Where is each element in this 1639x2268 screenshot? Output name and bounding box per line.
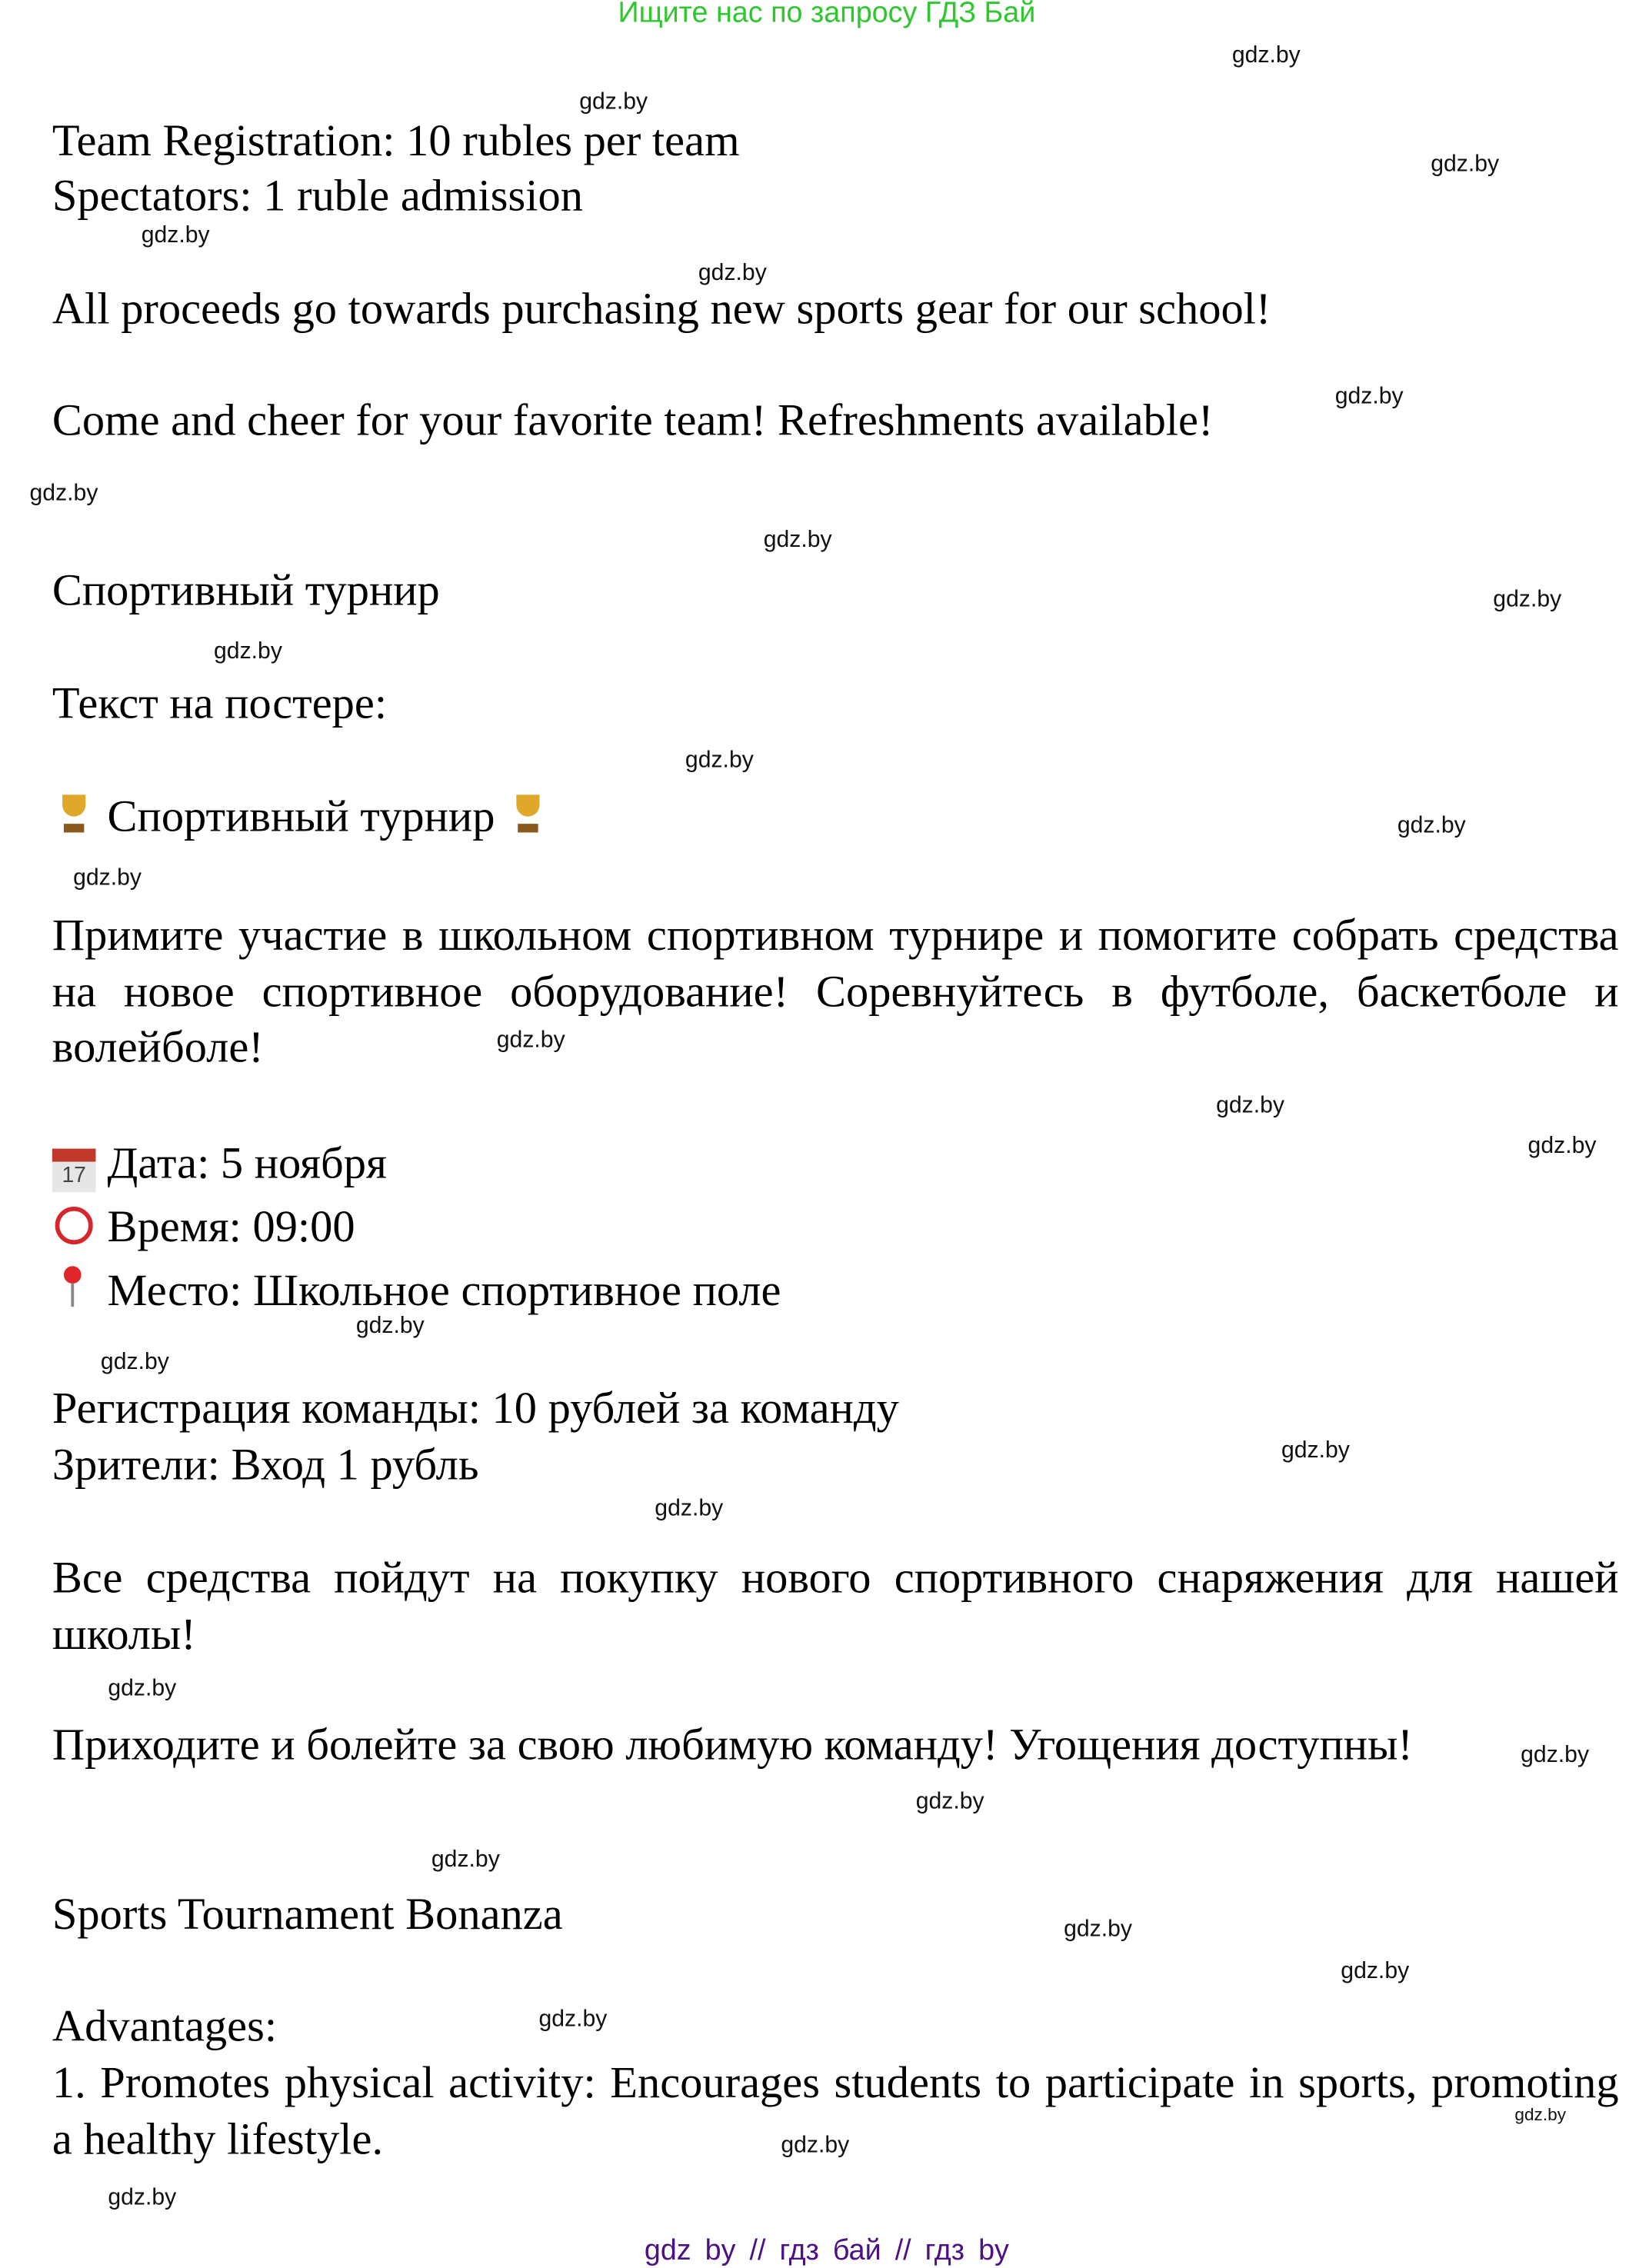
poster-label: Текст на постере: xyxy=(52,677,388,728)
time-line xyxy=(52,1200,355,1256)
watermark: gdz.by xyxy=(685,748,754,774)
watermark: gdz.by xyxy=(1341,1959,1410,1984)
watermark: gdz.by xyxy=(915,1790,984,1815)
watermark: gdz.by xyxy=(214,639,282,664)
proceeds-ru: Все средства пойдут на покупку нового спортивного снаряжения для нашей школы! xyxy=(52,1551,1619,1659)
watermark: gdz.by xyxy=(1334,384,1404,409)
team-registration-en: Team Registration: 10 rubles per team xyxy=(52,114,740,165)
spectators-en: Spectators: 1 ruble admission xyxy=(52,169,583,221)
trophy-icon xyxy=(506,792,550,836)
watermark: gdz.by xyxy=(1216,1093,1285,1118)
watermark: gdz.by xyxy=(698,261,767,286)
trophy-icon xyxy=(52,792,96,836)
watermark: gdz.by xyxy=(1231,43,1301,68)
bonanza-title: Sports Tournament Bonanza xyxy=(52,1888,563,1940)
poster-title xyxy=(52,789,561,845)
proceeds-en: All proceeds go towards purchasing new sports gear for our school! xyxy=(52,282,1271,334)
poster-title-text: Спортивный турнир xyxy=(107,790,495,841)
date-line xyxy=(52,1136,387,1193)
alarm-clock-icon xyxy=(52,1202,96,1246)
spectators-ru: Зрители: Вход 1 рубль xyxy=(52,1438,479,1490)
watermark: gdz.by xyxy=(73,865,142,891)
place-text: Место: Школьное спортивное поле xyxy=(107,1264,781,1316)
team-registration-ru: Регистрация команды: 10 рублей за команду xyxy=(52,1382,899,1434)
time-text: Время: 09:00 xyxy=(107,1201,355,1252)
footer-links[interactable]: gdz by // гдз бай // гдз by xyxy=(644,2235,1009,2267)
watermark: gdz.by xyxy=(108,1676,177,1702)
watermark: gdz.by xyxy=(141,223,210,248)
watermark: gdz.by xyxy=(29,481,98,507)
section-title-ru: Спортивный турнир xyxy=(52,564,440,615)
watermark: gdz.by xyxy=(355,1314,425,1339)
advantages-label: Advantages: xyxy=(52,2000,278,2051)
watermark: gdz.by xyxy=(763,528,832,553)
watermark: gdz.by xyxy=(108,2185,177,2210)
watermark: gdz.by xyxy=(1397,813,1466,838)
date-text: Дата: 5 ноября xyxy=(107,1137,387,1188)
cheer-ru: Приходите и болейте за свою любимую команду! Угощения доступны! xyxy=(52,1718,1413,1770)
watermark: gdz.by xyxy=(538,2007,608,2033)
watermark: gdz.by xyxy=(781,2133,850,2159)
watermark: gdz.by xyxy=(1527,1134,1597,1159)
watermark: gdz.by xyxy=(1281,1438,1350,1464)
watermark: gdz.by xyxy=(496,1028,565,1054)
watermark: gdz.by xyxy=(1064,1917,1132,1943)
search-hint-banner: Ищите нас по запросу ГДЗ Бай xyxy=(618,0,1036,29)
watermark: gdz.by xyxy=(431,1847,500,1873)
watermark: gdz.by xyxy=(655,1497,724,1522)
watermark: gdz.by xyxy=(100,1350,169,1375)
watermark: gdz.by xyxy=(1493,587,1562,612)
watermark: gdz.by xyxy=(1521,1743,1590,1768)
cheer-en: Come and cheer for your favorite team! Refreshments available! xyxy=(52,394,1214,445)
watermark: gdz.by xyxy=(1514,2104,1567,2125)
calendar-icon: 17 xyxy=(52,1149,96,1193)
place-line xyxy=(52,1264,781,1320)
watermark: gdz.by xyxy=(579,89,648,115)
pushpin-icon xyxy=(52,1266,96,1310)
poster-intro: Примите участие в школьном спортивном турнире и помогите собрать средства на новое спортивное оборудование! Соревнуйтесь в футболе, баскетболе и волейболе! xyxy=(52,909,1619,1073)
advantage-1: 1. Promotes physical activity: Encourages students to participate in sports, promoting a healthy lifestyle. xyxy=(52,2057,1619,2164)
watermark: gdz.by xyxy=(1431,152,1500,178)
